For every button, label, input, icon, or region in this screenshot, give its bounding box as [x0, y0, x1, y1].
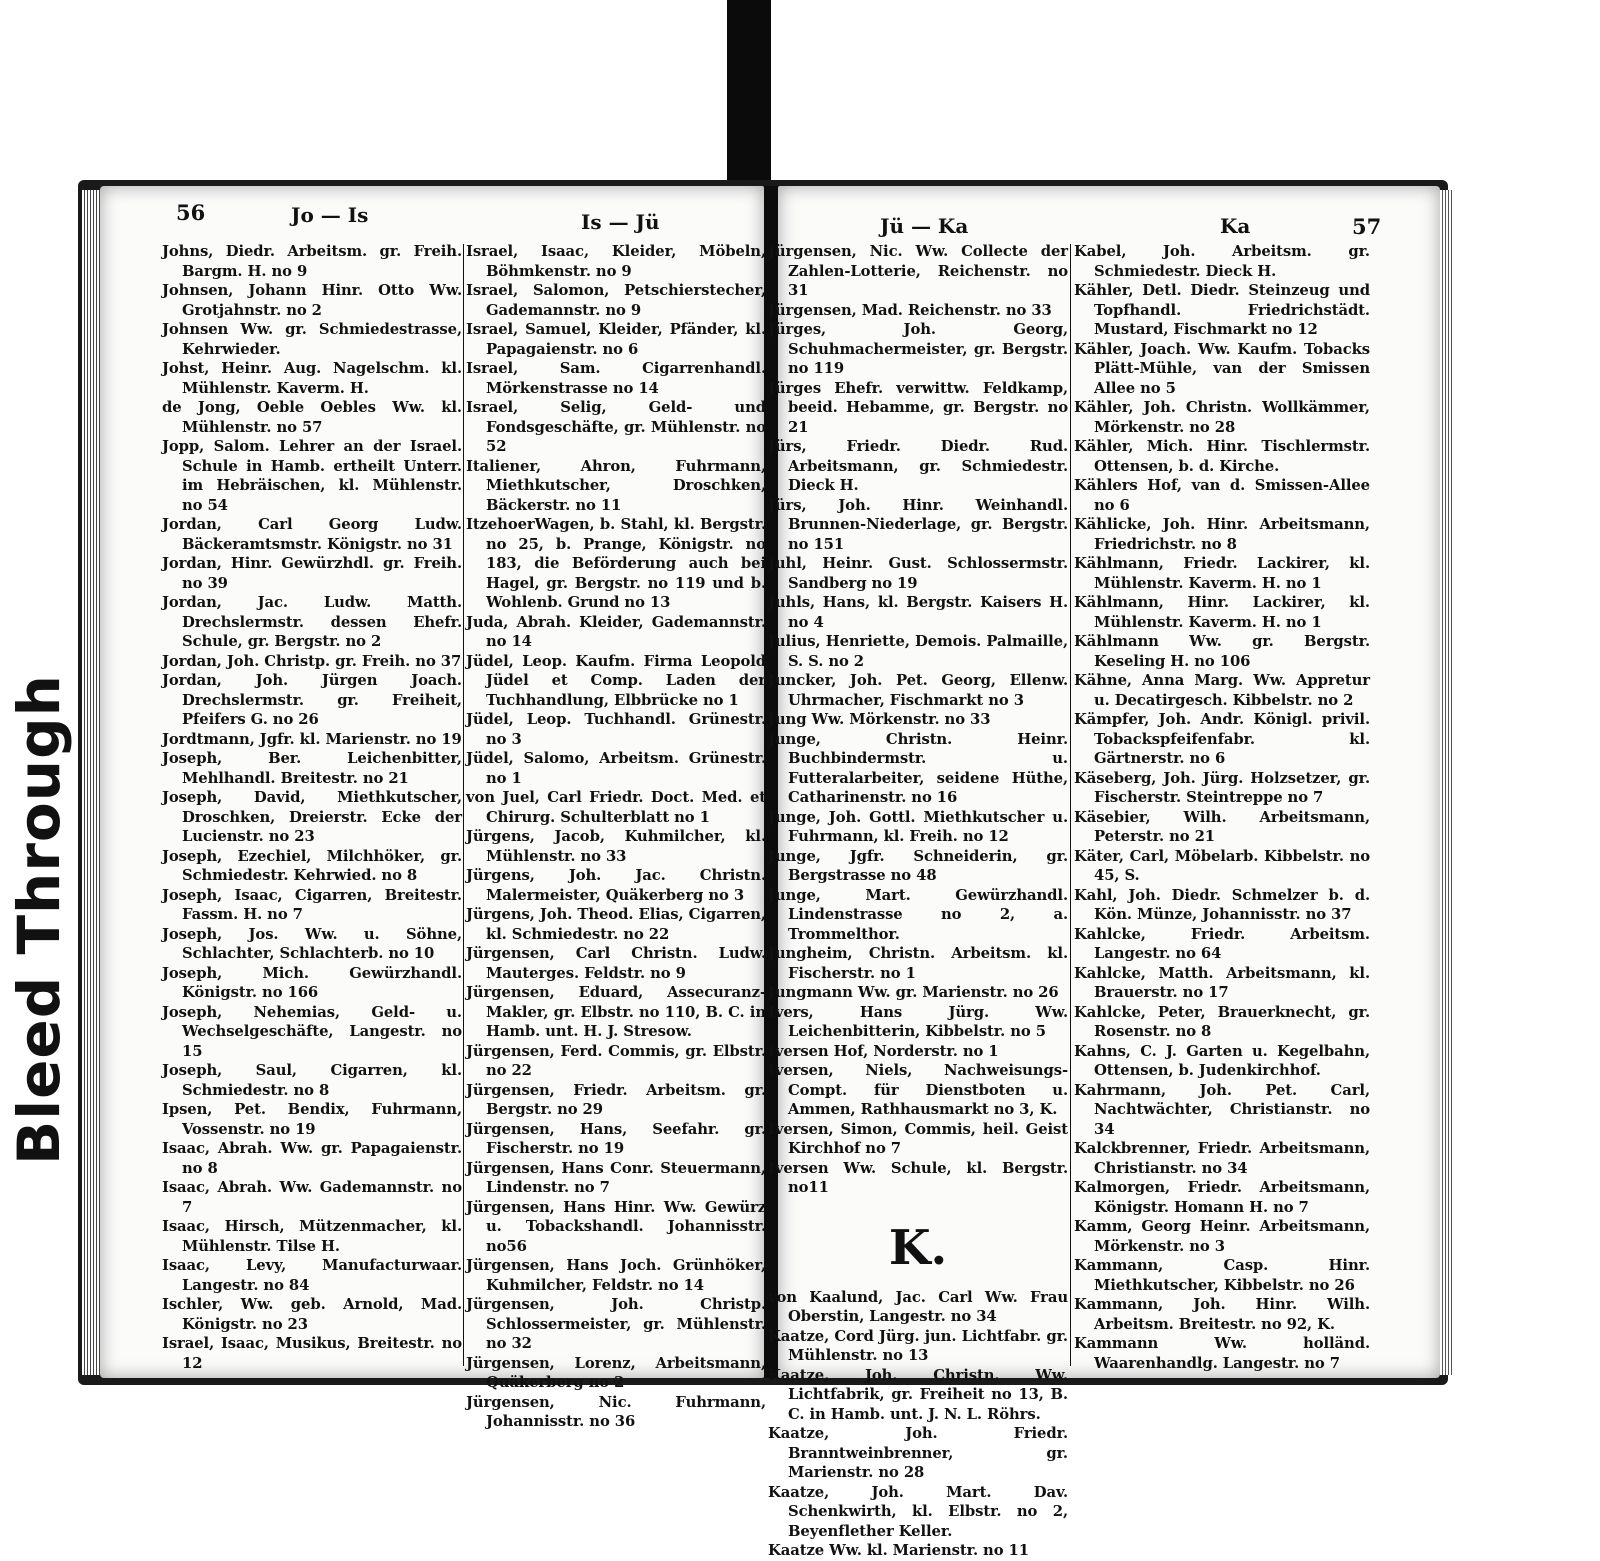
- right-header-range-2: Ka: [1220, 214, 1251, 238]
- list-item: Kähne, Anna Marg. Ww. Appretur u. Decatirgesch. Kibbelstr. no 2: [1074, 672, 1370, 709]
- list-item: Iversen Ww. Schule, kl. Bergstr. no11: [768, 1159, 1068, 1196]
- list-item: Johnsen Ww. gr. Schmiedestrasse, Kehrwieder.: [162, 321, 462, 358]
- list-item: Kammann, Casp. Hinr. Miethkutscher, Kibbelstr. no 26: [1074, 1257, 1370, 1294]
- list-item: Kähler, Mich. Hinr. Tischlermstr. Ottensen, b. d. Kirche.: [1074, 438, 1370, 475]
- list-item: Jürgensen, Hans, Seefahr. gr. Fischerstr. no 19: [466, 1120, 766, 1157]
- list-item: Jordtmann, Jgfr. kl. Marienstr. no 19: [162, 730, 462, 748]
- list-item: Kamm, Georg Heinr. Arbeitsmann, Mörkenstr. no 3: [1074, 1218, 1370, 1255]
- column-2: [466, 242, 766, 1432]
- list-item: Joseph, Saul, Cigarren, kl. Schmiedestr. no 8: [162, 1062, 462, 1099]
- list-item: Israel, Sam. Cigarrenhandl. Mörkenstrasse no 14: [466, 360, 766, 397]
- list-item: Kahrmann, Joh. Pet. Carl, Nachtwächter, Christianstr. no 34: [1074, 1081, 1370, 1138]
- list-item: Kähler, Joh. Christn. Wollkämmer, Mörkenstr. no 28: [1074, 399, 1370, 436]
- list-item: Käsebier, Wilh. Arbeitsmann, Peterstr. no 21: [1074, 808, 1370, 845]
- list-item: Jordan, Jac. Ludw. Matth. Drechslermstr. dessen Ehefr. Schule, gr. Bergstr. no 2: [162, 594, 462, 650]
- list-item: Kähler, Detl. Diedr. Steinzeug und Topfhandl. Friedrichstädt. Mustard, Fischmarkt no 12: [1074, 282, 1370, 338]
- list-item: Jordan, Joh. Jürgen Joach. Drechslermstr. gr. Freiheit, Pfeifers G. no 26: [162, 672, 462, 728]
- list-item: Kaatze Ww. kl. Marienstr. no 11: [768, 1542, 1029, 1559]
- list-item: von Kaalund, Jac. Carl Ww. Frau Oberstin, Langestr. no 34: [768, 1288, 1068, 1325]
- list-item: ItzehoerWagen, b. Stahl, kl. Bergstr. no 25, b. Prange, Königstr. no 183, die Beförderung auch bei Hagel, gr. Bergstr. no 119 und b. Wohlenb. Grund no 13: [466, 516, 766, 611]
- list-item: Israel, Salomon, Petschierstecher, Gademannstr. no 9: [466, 282, 766, 319]
- right-page-edge: [1440, 190, 1454, 1375]
- list-item: Kahlcke, Peter, Brauerknecht, gr. Rosenstr. no 8: [1074, 1003, 1370, 1040]
- list-item: Junge, Mart. Gewürzhandl. Lindenstrasse no 2, a. Trommelthor.: [768, 886, 1068, 943]
- list-item: Israel, Isaac, Musikus, Breitestr. no 12: [162, 1335, 462, 1372]
- list-item: de Jong, Oeble Oebles Ww. kl. Mühlenstr. no 57: [162, 399, 462, 436]
- page-number-left: 56: [176, 200, 206, 225]
- list-item: Kammann Ww. holländ. Waarenhandlg. Langestr. no 7: [1074, 1335, 1370, 1372]
- list-item: Kabel, Joh. Arbeitsm. gr. Schmiedestr. Dieck H.: [1074, 243, 1370, 280]
- list-item: Jopp, Salom. Lehrer an der Israel. Schule in Hamb. ertheilt Unterr. im Hebräischen, kl. Mühlenstr. no 54: [162, 438, 462, 514]
- list-item: Kahl, Joh. Diedr. Schmelzer b. d. Kön. Münze, Johannisstr. no 37: [1074, 886, 1370, 923]
- list-item: Jürges Ehefr. verwittw. Feldkamp, beeid. Hebamme, gr. Bergstr. no 21: [768, 379, 1068, 436]
- list-item: Jürgens, Joh. Jac. Christn. Malermeister, Quäkerberg no 3: [466, 867, 766, 904]
- list-item: Juhls, Hans, kl. Bergstr. Kaisers H. no 4: [768, 594, 1068, 631]
- list-item: Jung Ww. Mörkenstr. no 33: [768, 711, 991, 728]
- column-1: [162, 242, 462, 1373]
- list-item: Kaatze, Joh. Mart. Dav. Schenkwirth, kl. Elbstr. no 2, Beyenflether Keller.: [768, 1483, 1068, 1540]
- list-item: Joseph, Jos. Ww. u. Söhne, Schlachter, Schlachterb. no 10: [162, 925, 462, 962]
- list-item: Kaatze, Joh. Friedr. Branntweinbrenner, gr. Marienstr. no 28: [768, 1425, 1068, 1481]
- list-item: Kalmorgen, Friedr. Arbeitsmann, Königstr. Homann H. no 7: [1074, 1179, 1370, 1216]
- list-item: von Juel, Carl Friedr. Doct. Med. et Chirurg. Schulterblatt no 1: [466, 789, 766, 826]
- list-item: Julius, Henriette, Demois. Palmaille, S. S. no 2: [768, 633, 1068, 670]
- list-item: Jüdel, Leop. Tuchhandl. Grünestr. no 3: [466, 711, 766, 748]
- list-item: Joseph, Isaac, Cigarren, Breitestr. Fassm. H. no 7: [162, 886, 462, 923]
- list-item: Isaac, Abrah. Ww. Gademannstr. no 7: [162, 1179, 462, 1216]
- list-item: Juncker, Joh. Pet. Georg, Ellenw. Uhrmacher, Fischmarkt no 3: [768, 672, 1068, 709]
- list-item: Joseph, Ezechiel, Milchhöker, gr. Schmiedestr. Kehrwied. no 8: [162, 847, 462, 884]
- list-item: Jüdel, Leop. Kaufm. Firma Leopold Jüdel et Comp. Laden der Tuchhandlung, Elbbrücke no 1: [466, 652, 766, 709]
- list-item: Kählmann, Friedr. Lackirer, kl. Mühlenstr. Kaverm. H. no 1: [1074, 555, 1370, 592]
- list-item: Jürgensen, Lorenz, Arbeitsmann, Quäkerberg no 2: [466, 1354, 766, 1391]
- list-item: Jürgensen, Nic. Fuhrmann, Johannisstr. no 36: [466, 1393, 766, 1430]
- list-item: Kaatze, Cord Jürg. jun. Lichtfabr. gr. Mühlenstr. no 13: [768, 1327, 1068, 1364]
- list-item: Juda, Abrah. Kleider, Gademannstr. no 14: [466, 613, 766, 650]
- list-item: Isaac, Levy, Manufacturwaar. Langestr. no 84: [162, 1257, 462, 1294]
- list-item: Jürgensen, Eduard, Assecuranz-Makler, gr. Elbstr. no 110, B. C. in Hamb. unt. H. J. Stresow.: [466, 984, 766, 1040]
- list-item: Isaac, Hirsch, Mützenmacher, kl. Mühlenstr. Tilse H.: [162, 1218, 462, 1255]
- list-item: Käseberg, Joh. Jürg. Holzsetzer, gr. Fischerstr. Steintreppe no 7: [1074, 769, 1370, 806]
- list-item: Kaatze, Joh. Christn. Ww. Lichtfabrik, gr. Freiheit no 13, B. C. in Hamb. unt. J. N. L. Röhrs.: [768, 1366, 1068, 1423]
- list-item: Israel, Selig, Geld- und Fondsgeschäfte, gr. Mühlenstr. no 52: [466, 399, 766, 455]
- page-number-right: 57: [1352, 214, 1382, 239]
- list-item: Kammann, Joh. Hinr. Wilh. Arbeitsm. Breitestr. no 92, K.: [1074, 1296, 1370, 1333]
- list-item: Kahlcke, Friedr. Arbeitsm. Langestr. no 64: [1074, 925, 1370, 962]
- list-item: Kählers Hof, van d. Smissen-Allee no 6: [1074, 477, 1370, 514]
- list-item: Isaac, Abrah. Ww. gr. Papagaienstr. no 8: [162, 1140, 462, 1177]
- list-item: Iversen Hof, Norderstr. no 1: [768, 1042, 999, 1060]
- column-rule-right: [1070, 244, 1071, 1366]
- list-item: Jürgensen, Joh. Christp. Schlossermeister, gr. Mühlenstr. no 32: [466, 1296, 766, 1352]
- list-item: Kalckbrenner, Friedr. Arbeitsmann, Christianstr. no 34: [1074, 1140, 1370, 1177]
- left-page-header: [176, 200, 756, 236]
- list-item: Jungheim, Christn. Arbeitsm. kl. Fischerstr. no 1: [768, 945, 1068, 982]
- list-item: Joseph, Mich. Gewürzhandl. Königstr. no 166: [162, 964, 462, 1001]
- list-item: Jürges, Joh. Georg, Schuhmachermeister, gr. Bergstr. no 119: [768, 321, 1068, 377]
- list-item: Kählmann, Hinr. Lackirer, kl. Mühlenstr. Kaverm. H. no 1: [1074, 594, 1370, 631]
- list-item: Jürgensen, Nic. Ww. Collecte der Zahlen-Lotterie, Reichenstr. no 31: [768, 243, 1068, 299]
- list-item: Israel, Isaac, Kleider, Möbeln, Böhmkenstr. no 9: [466, 243, 766, 280]
- list-item: Jürgensen, Friedr. Arbeitsm. gr. Bergstr. no 29: [466, 1081, 766, 1118]
- section-letter-k: K.: [888, 1219, 948, 1276]
- list-item: Junge, Joh. Gottl. Miethkutscher u. Fuhrmann, kl. Freih. no 12: [768, 808, 1068, 845]
- list-item: Junge, Christn. Heinr. Buchbindermstr. u. Futteralarbeiter, seidene Hüthe, Catharinenstr. no 16: [768, 730, 1068, 806]
- left-header-range-1: Jo — Is: [291, 203, 369, 227]
- list-item: Israel, Samuel, Kleider, Pfänder, kl. Papagaienstr. no 6: [466, 321, 766, 358]
- list-item: Iversen, Niels, Nachweisungs-Compt. für Dienstboten u. Ammen, Rathhausmarkt no 3, K.: [768, 1062, 1068, 1118]
- list-item: Joseph, Nehemias, Geld- u. Wechselgeschäfte, Langestr. no 15: [162, 1003, 462, 1060]
- list-item: Kählicke, Joh. Hinr. Arbeitsmann, Friedrichstr. no 8: [1074, 516, 1370, 553]
- list-item: Ischler, Ww. geb. Arnold, Mad. Königstr. no 23: [162, 1296, 462, 1333]
- list-item: Jüdel, Salomo, Arbeitsm. Grünestr. no 1: [466, 750, 766, 787]
- list-item: Jürgensen, Hans Conr. Steuermann, Lindenstr. no 7: [466, 1159, 766, 1196]
- list-item: Joseph, Ber. Leichenbitter, Mehlhandl. Breitestr. no 21: [162, 750, 462, 787]
- list-item: Junge, Jgfr. Schneiderin, gr. Bergstrasse no 48: [768, 847, 1068, 884]
- list-item: Johst, Heinr. Aug. Nagelschm. kl. Mühlenstr. Kaverm. H.: [162, 360, 462, 397]
- list-item: Kämpfer, Joh. Andr. Königl. privil. Tobackspfeifenfabr. kl. Gärtnerstr. no 6: [1074, 711, 1370, 767]
- list-item: Kähler, Joach. Ww. Kaufm. Tobacks Plätt-Mühle, van der Smissen Allee no 5: [1074, 340, 1370, 397]
- list-item: Joseph, David, Miethkutscher, Droschken, Dreierstr. Ecke der Lucienstr. no 23: [162, 789, 462, 845]
- right-header-range-1: Jü — Ka: [880, 214, 969, 238]
- list-item: Juhl, Heinr. Gust. Schlossermstr. Sandberg no 19: [768, 555, 1068, 592]
- list-item: Jürgensen, Hans Joch. Grünhöker, Kuhmilcher, Feldstr. no 14: [466, 1257, 766, 1294]
- left-header-range-2: Is — Jü: [581, 210, 660, 234]
- list-item: Italiener, Ahron, Fuhrmann, Miethkutscher, Droschken, Bäckerstr. no 11: [466, 457, 766, 514]
- list-item: Johnsen, Johann Hinr. Otto Ww. Grotjahnstr. no 2: [162, 282, 462, 319]
- list-item: Jordan, Hinr. Gewürzhdl. gr. Freih. no 39: [162, 555, 462, 592]
- column-3: [768, 242, 1068, 1561]
- list-item: Jürgensen, Hans Hinr. Ww. Gewürz u. Tobackshandl. Johannisstr. no56: [466, 1198, 766, 1255]
- list-item: Jungmann Ww. gr. Marienstr. no 26: [768, 984, 1059, 1001]
- list-item: Johns, Diedr. Arbeitsm. gr. Freih. Bargm. H. no 9: [162, 243, 462, 280]
- list-item: Jürgens, Joh. Theod. Elias, Cigarren, kl. Schmiedestr. no 22: [466, 906, 766, 943]
- list-item: Jürs, Joh. Hinr. Weinhandl. Brunnen-Niederlage, gr. Bergstr. no 151: [768, 496, 1068, 553]
- left-page-edge: [82, 190, 100, 1375]
- list-item: Kählmann Ww. gr. Bergstr. Keseling H. no 106: [1074, 633, 1370, 670]
- list-item: Kahns, C. J. Garten u. Kegelbahn, Ottensen, b. Judenkirchhof.: [1074, 1042, 1370, 1079]
- bleed-through-label: Bleed Through: [5, 674, 73, 1165]
- list-item: Jürgensen, Mad. Reichenstr. no 33: [768, 301, 1052, 319]
- list-item: Kahlcke, Matth. Arbeitsmann, kl. Brauerstr. no 17: [1074, 964, 1370, 1001]
- list-item: Jordan, Joh. Christp. gr. Freih. no 37: [162, 652, 462, 670]
- list-item: Jürgens, Jacob, Kuhmilcher, kl. Mühlenstr. no 33: [466, 828, 766, 865]
- list-item: Käter, Carl, Möbelarb. Kibbelstr. no 45, S.: [1074, 847, 1370, 884]
- list-item: Jürs, Friedr. Diedr. Rud. Arbeitsmann, gr. Schmiedestr. Dieck H.: [768, 438, 1068, 494]
- column-4: [1074, 242, 1370, 1373]
- list-item: Jürgensen, Carl Christn. Ludw. Mauterges. Feldstr. no 9: [466, 945, 766, 982]
- list-item: Ivers, Hans Jürg. Ww. Leichenbitterin, Kibbelstr. no 5: [768, 1003, 1068, 1040]
- column-rule-left: [463, 244, 464, 1366]
- list-item: Iversen, Simon, Commis, heil. Geist Kirchhof no 7: [768, 1120, 1068, 1157]
- list-item: Jürgensen, Ferd. Commis, gr. Elbstr. no 22: [466, 1042, 766, 1079]
- list-item: Ipsen, Pet. Bendix, Fuhrmann, Vossenstr. no 19: [162, 1101, 462, 1138]
- list-item: Jordan, Carl Georg Ludw. Bäckeramtsmstr. Königstr. no 31: [162, 516, 462, 553]
